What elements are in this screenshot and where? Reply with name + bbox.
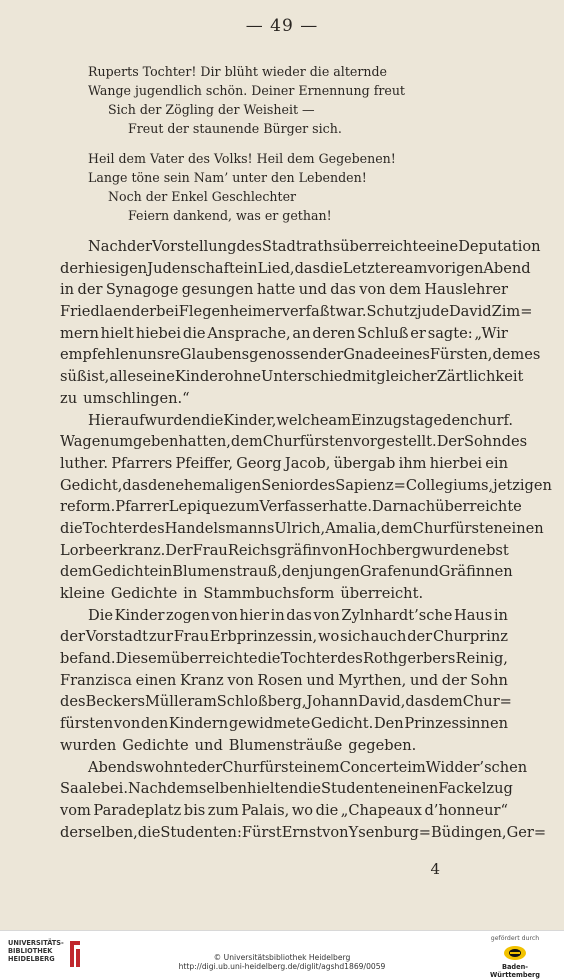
prose-line: Nach der Vorstellung des Stadtraths überreichte eine Deputation — [88, 238, 541, 255]
poem-line: Lange töne sein Nam’ unter den Lebenden! — [88, 170, 367, 185]
funder-block[interactable] — [480, 935, 550, 979]
prose-line: Hierauf wurden die Kinder, welche am Einzugstage den churf. — [88, 411, 513, 429]
poem-line: Heil dem Vater des Volks! Heil dem Gegebenen! — [88, 151, 396, 166]
prose-line: dem Gedicht ein Blumenstrauß, den jungen Grafen und Gräfinnen — [60, 563, 513, 581]
copyright-text: © Universitätsbibliothek Heidelberg — [213, 953, 351, 962]
poem-line: Noch der Enkel Geschlechter — [108, 189, 297, 204]
library-name-line: BIBLIOTHEK — [8, 947, 53, 955]
prose-line: derselben, die Studenten: Fürst Ernst von Ysenburg=Büdingen, Ger= — [60, 823, 547, 841]
prose-line: Die Kinder zogen von hier in das von Zylnhardt’sche Haus in — [88, 606, 508, 624]
prose-line: in der Synagoge gesungen hatte und das von dem Hauslehrer — [60, 281, 508, 299]
prose-line: empfehlen unsre Glaubensgenossen der Gnade eines Fürsten, dem es — [60, 346, 541, 364]
prose-line: reform. Pfarrer Lepique zum Verfasser hatte. Darnach überreichte — [60, 498, 522, 516]
library-name-line: UNIVERSITÄTS- — [8, 939, 64, 947]
library-name-line: HEIDELBERG — [8, 955, 55, 963]
prose-line: zu umschlingen.“ — [60, 389, 190, 407]
footer — [0, 930, 564, 978]
prose-line: Franzisca einen Kranz von Rosen und Myrthen, und der Sohn — [60, 671, 508, 689]
prose-line: süß ist, alle seine Kinder ohne Unterschied mit gleicher Zärtlichkeit — [60, 368, 524, 386]
funder-logo-icon — [503, 945, 527, 961]
poem-line: Sich der Zögling der Weisheit — — [108, 102, 315, 117]
prose-line: vom Paradeplatz bis zum Palais, wo die „Chapeaux d’honneur“ — [60, 801, 508, 819]
prose-body — [60, 236, 552, 843]
prose-line: befand. Diesem überreichte die Tochter des Rothgerbers Reinig, — [60, 650, 508, 668]
signature-mark: 4 — [430, 860, 440, 878]
funded-by-label: gefördert durch — [490, 935, 540, 942]
prose-line: der Vorstadt zur Frau Erbprinzessin, wo sich auch der Churprinz — [60, 628, 508, 646]
prose-line: Lorbeerkranz. Der Frau Reichsgräfin von Hochberg wurde nebst — [60, 541, 509, 559]
prose-line: Friedlaender bei Flegenheimer verfaßt war. Schutzjude David Zim= — [60, 303, 533, 321]
prose-line: mern hielt hiebei die Ansprache, an deren Schluß er sagte: „Wir — [60, 324, 508, 342]
poem-line: Wange jugendlich schön. Deiner Ernennung freut — [88, 83, 405, 98]
page-number: — 49 — — [245, 16, 319, 36]
funder-name: Baden-Württemberg — [489, 963, 541, 979]
poem-line: Freut der staunende Bürger sich. — [128, 121, 342, 136]
poem-line: Ruperts Tochter! Dir blüht wieder die alternde — [88, 64, 387, 79]
prose-line: Wagen umgeben hatten, dem Churfürsten vorgestellt. Der Sohn des — [60, 433, 528, 451]
prose-line: Saale bei. Nach demselben hielten die Studenten einen Fackelzug — [60, 780, 513, 798]
prose-line: Abends wohnte der Churfürst einem Concerte im Widder’schen — [88, 758, 528, 776]
poem-line: Feiern dankend, was er gethan! — [128, 208, 332, 223]
prose-line: wurden Gedichte und Blumensträuße gegeben. — [60, 736, 417, 754]
permalink[interactable]: http://digi.ub.uni-heidelberg.de/diglit/agshd1869/0059 — [178, 962, 386, 971]
prose-line: des Beckers Müller am Schloßberg, Johann David, das dem Chur= — [60, 693, 512, 711]
prose-line: Gedicht, das den ehemaligen Senior des Sapienz=Collegiums, jetzigen — [60, 476, 552, 494]
prose-line: die Tochter des Handelsmanns Ulrich, Amalia, dem Churfürsten einen — [60, 519, 544, 537]
prose-line: kleine Gedichte in Stammbuchsform überreicht. — [60, 585, 424, 602]
prose-line: luther. Pfarrers Pfeiffer, Georg Jacob, übergab ihm hierbei ein — [60, 454, 508, 472]
prose-line: der hiesigen Judenschaft ein Lied, das die Letztere am vorigen Abend — [60, 259, 531, 277]
prose-line: fürsten von den Kindern gewidmete Gedicht. Den Prinzessinnen — [60, 715, 508, 733]
